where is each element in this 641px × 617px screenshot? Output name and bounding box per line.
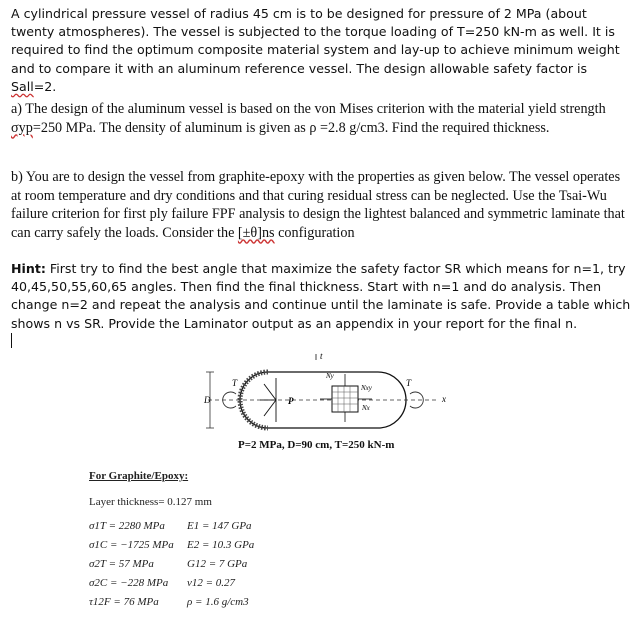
torque-label-right: T [406,378,412,388]
layer-thickness: Layer thickness= 0.127 mm [89,496,212,508]
hint-paragraph [11,260,633,333]
diameter-label: D [204,395,211,405]
prop-left-4: τ12F = 76 MPa [89,596,159,608]
ny-label: Ny [326,372,334,380]
sall-value: =2. [33,78,57,94]
x-axis-label: x [442,394,446,404]
prop-right-2: G12 = 7 GPa [187,558,248,570]
intro-text: A cylindrical pressure vessel of radius 45 cm is to be designed for pressure of 2 MPa (about twenty atmospheres). The vessel is subjected to the torque loading of T=250 kN-m as well. It is required to find the optimum composite material system and lay-up to achieve minimum weight and to compare it with an aluminum reference vessel. The design allowable safety factor is [11,6,620,76]
part-a-text: a) The design of the aluminum vessel is based on the von Mises criterion with the material yield strength [11,101,606,117]
part-a-paragraph [11,100,633,137]
intro-paragraph [11,5,633,96]
part-b-text: b) You are to design the vessel from graphite-epoxy with the properties as given below. The vessel operates at room temperature and dry conditions and that curing residual stress can be neglected. Use the Tsai-Wu failure criterion for first ply failure FPF analysis to design the lightest balanced and symmetric laminate that can carry safely the loads. Consider the [11,169,625,241]
prop-right-0: E1 = 147 GPa [187,520,252,532]
hint-text: First try to find the best angle that maximize the safety factor SR which means for n=1, try 40,45,50,55,60,65 angles. Then find the final thickness. Start with n=1 and do analysis. Then change n=2 and repeat the analysis and continue until the laminate is safe. Provide a table which shows n vs SR. Provide the Laminator output as an appendix in your report for the final n. [11,261,631,331]
prop-right-3: ν12 = 0.27 [187,577,236,589]
text-cursor [11,333,12,348]
pressure-label: P [288,396,294,406]
part-b-text-after: configuration [274,224,355,241]
prop-right-4: ρ = 1.6 g/cm3 [187,596,249,608]
part-a-text-after: =250 MPa. The density of aluminum is given as ρ =2.8 g/cm3. Find the required thickness. [32,119,550,136]
pressure-arrows [260,378,276,422]
prop-left-0: σ1T = 2280 MPa [89,520,165,532]
prop-left-3: σ2C = −228 MPa [89,577,169,589]
yield-strength-symbol: σyp [11,119,33,136]
figure-caption: P=2 MPa, D=90 cm, T=250 kN-m [238,439,395,451]
hint-label: Hint: [11,261,46,276]
prop-left-2: σ2T = 57 MPa [89,558,154,570]
part-b-paragraph [11,168,633,242]
sall-label: Sall [11,78,34,94]
prop-left-1: σ1C = −1725 MPa [89,539,174,551]
layup-notation: [±θ]ns [237,224,275,241]
nxy-label: Nxy [361,384,372,392]
torque-label-left: T [232,378,238,388]
pressure-vessel-figure [196,350,456,452]
nx-label: Nx [362,404,370,412]
stress-element [332,386,358,412]
prop-right-1: E2 = 10.3 GPa [187,539,255,551]
thickness-label: t [320,351,323,361]
material-title: For Graphite/Epoxy: [89,470,189,482]
